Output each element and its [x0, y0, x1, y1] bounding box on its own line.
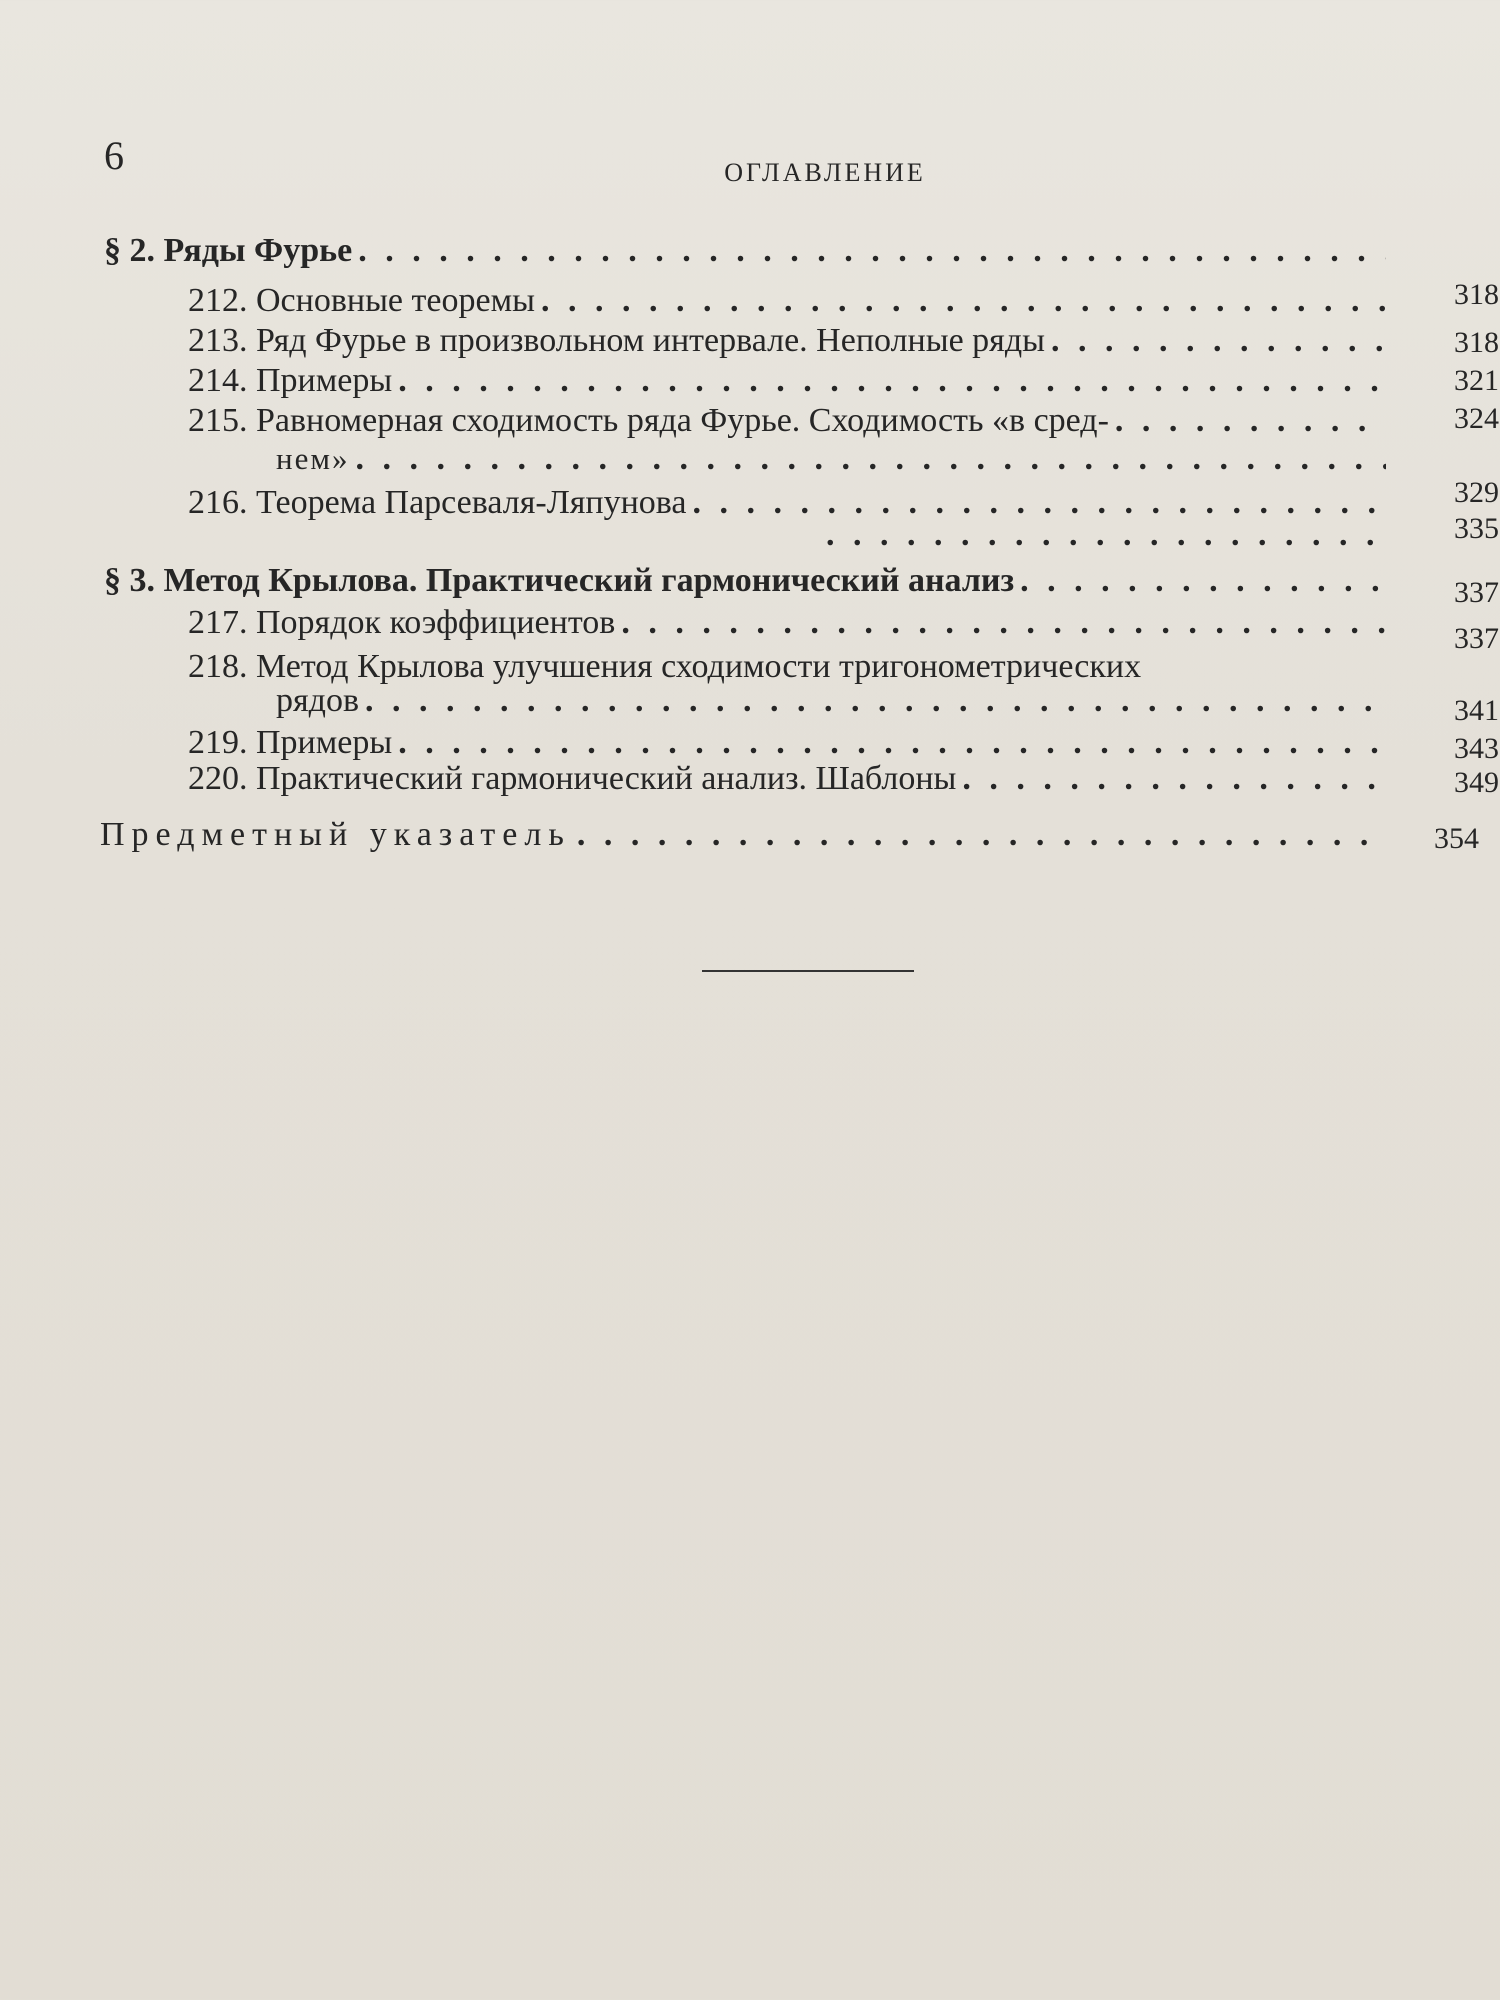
index-entry — [100, 816, 1382, 854]
entry-title: Примеры — [256, 724, 393, 761]
entry-title: Практический гармонический анализ. Шаблоны — [256, 760, 957, 797]
entry-title: Порядок коэффициентов — [256, 604, 616, 641]
page-ref: 318 — [1454, 278, 1499, 311]
page-ref: 324 — [1454, 402, 1499, 435]
entry-number: 217. — [188, 604, 248, 641]
dot-leader — [826, 516, 1386, 554]
toc-entry — [188, 362, 1386, 400]
end-rule — [702, 970, 914, 972]
dot-leader — [541, 282, 1386, 320]
toc-entry — [188, 760, 1386, 798]
page-ref: 349 — [1454, 766, 1499, 799]
dot-leader — [358, 232, 1386, 270]
dot-leader — [398, 362, 1386, 400]
toc-entry — [188, 648, 1386, 686]
page-ref: 335 — [1454, 512, 1499, 545]
entry-number: 212. — [188, 282, 248, 319]
toc-entry-continuation — [276, 682, 1386, 720]
dot-leader — [962, 760, 1386, 798]
entry-title: Примеры — [256, 362, 393, 399]
toc-entry-continuation — [276, 440, 1386, 478]
dot-leader — [577, 816, 1382, 854]
toc-entry — [188, 604, 1386, 642]
entry-number: 215. — [188, 402, 248, 439]
page-number: 6 — [104, 133, 124, 178]
dot-leader — [1051, 322, 1386, 360]
running-head: ОГЛАВЛЕНИЕ — [724, 158, 926, 187]
page-ref: 343 — [1454, 732, 1499, 765]
entry-number: 216. — [188, 484, 248, 521]
section-heading — [104, 562, 1386, 600]
toc-entry — [188, 724, 1386, 762]
dot-leader — [1115, 402, 1386, 440]
page-ref: 337 — [1454, 576, 1499, 609]
dot-leader — [365, 682, 1386, 720]
entry-title-continuation: нем» — [276, 441, 350, 476]
toc-entry — [188, 322, 1386, 360]
entry-title-continuation: рядов — [276, 682, 359, 719]
entry-title: Основные теоремы — [256, 282, 535, 319]
toc-entry — [188, 282, 1386, 320]
dot-leader — [398, 724, 1386, 762]
section-title: § 2. Ряды Фурье — [104, 232, 353, 269]
toc-entry — [188, 402, 1386, 440]
dot-leader — [621, 604, 1386, 642]
section-heading — [104, 232, 1386, 270]
dot-leader — [1020, 562, 1386, 600]
entry-number: 220. — [188, 760, 248, 797]
index-label: Предметный указатель — [100, 816, 571, 853]
entry-number: 218. — [188, 648, 248, 685]
section-title: § 3. Метод Крылова. Практический гармонический анализ — [104, 562, 1015, 599]
entry-number: 219. — [188, 724, 248, 761]
entry-title: Метод Крылова улучшения сходимости тригонометрических — [256, 648, 1142, 685]
entry-number: 214. — [188, 362, 248, 399]
entry-title: Ряд Фурье в произвольном интервале. Неполные ряды — [256, 322, 1045, 359]
entry-title: Теорема Парсеваля-Ляпунова — [256, 484, 687, 521]
page-ref: 341 — [1454, 694, 1499, 727]
page-ref: 354 — [1434, 822, 1479, 855]
page-ref: 337 — [1454, 622, 1499, 655]
entry-title: Равномерная сходимость ряда Фурье. Сходимость «в сред- — [256, 402, 1109, 439]
dot-leader-row — [820, 516, 1386, 554]
page-ref: 329 — [1454, 476, 1499, 509]
entry-number: 213. — [188, 322, 248, 359]
dot-leader — [355, 440, 1386, 478]
page-ref: 321 — [1454, 364, 1499, 397]
page-ref: 318 — [1454, 326, 1499, 359]
